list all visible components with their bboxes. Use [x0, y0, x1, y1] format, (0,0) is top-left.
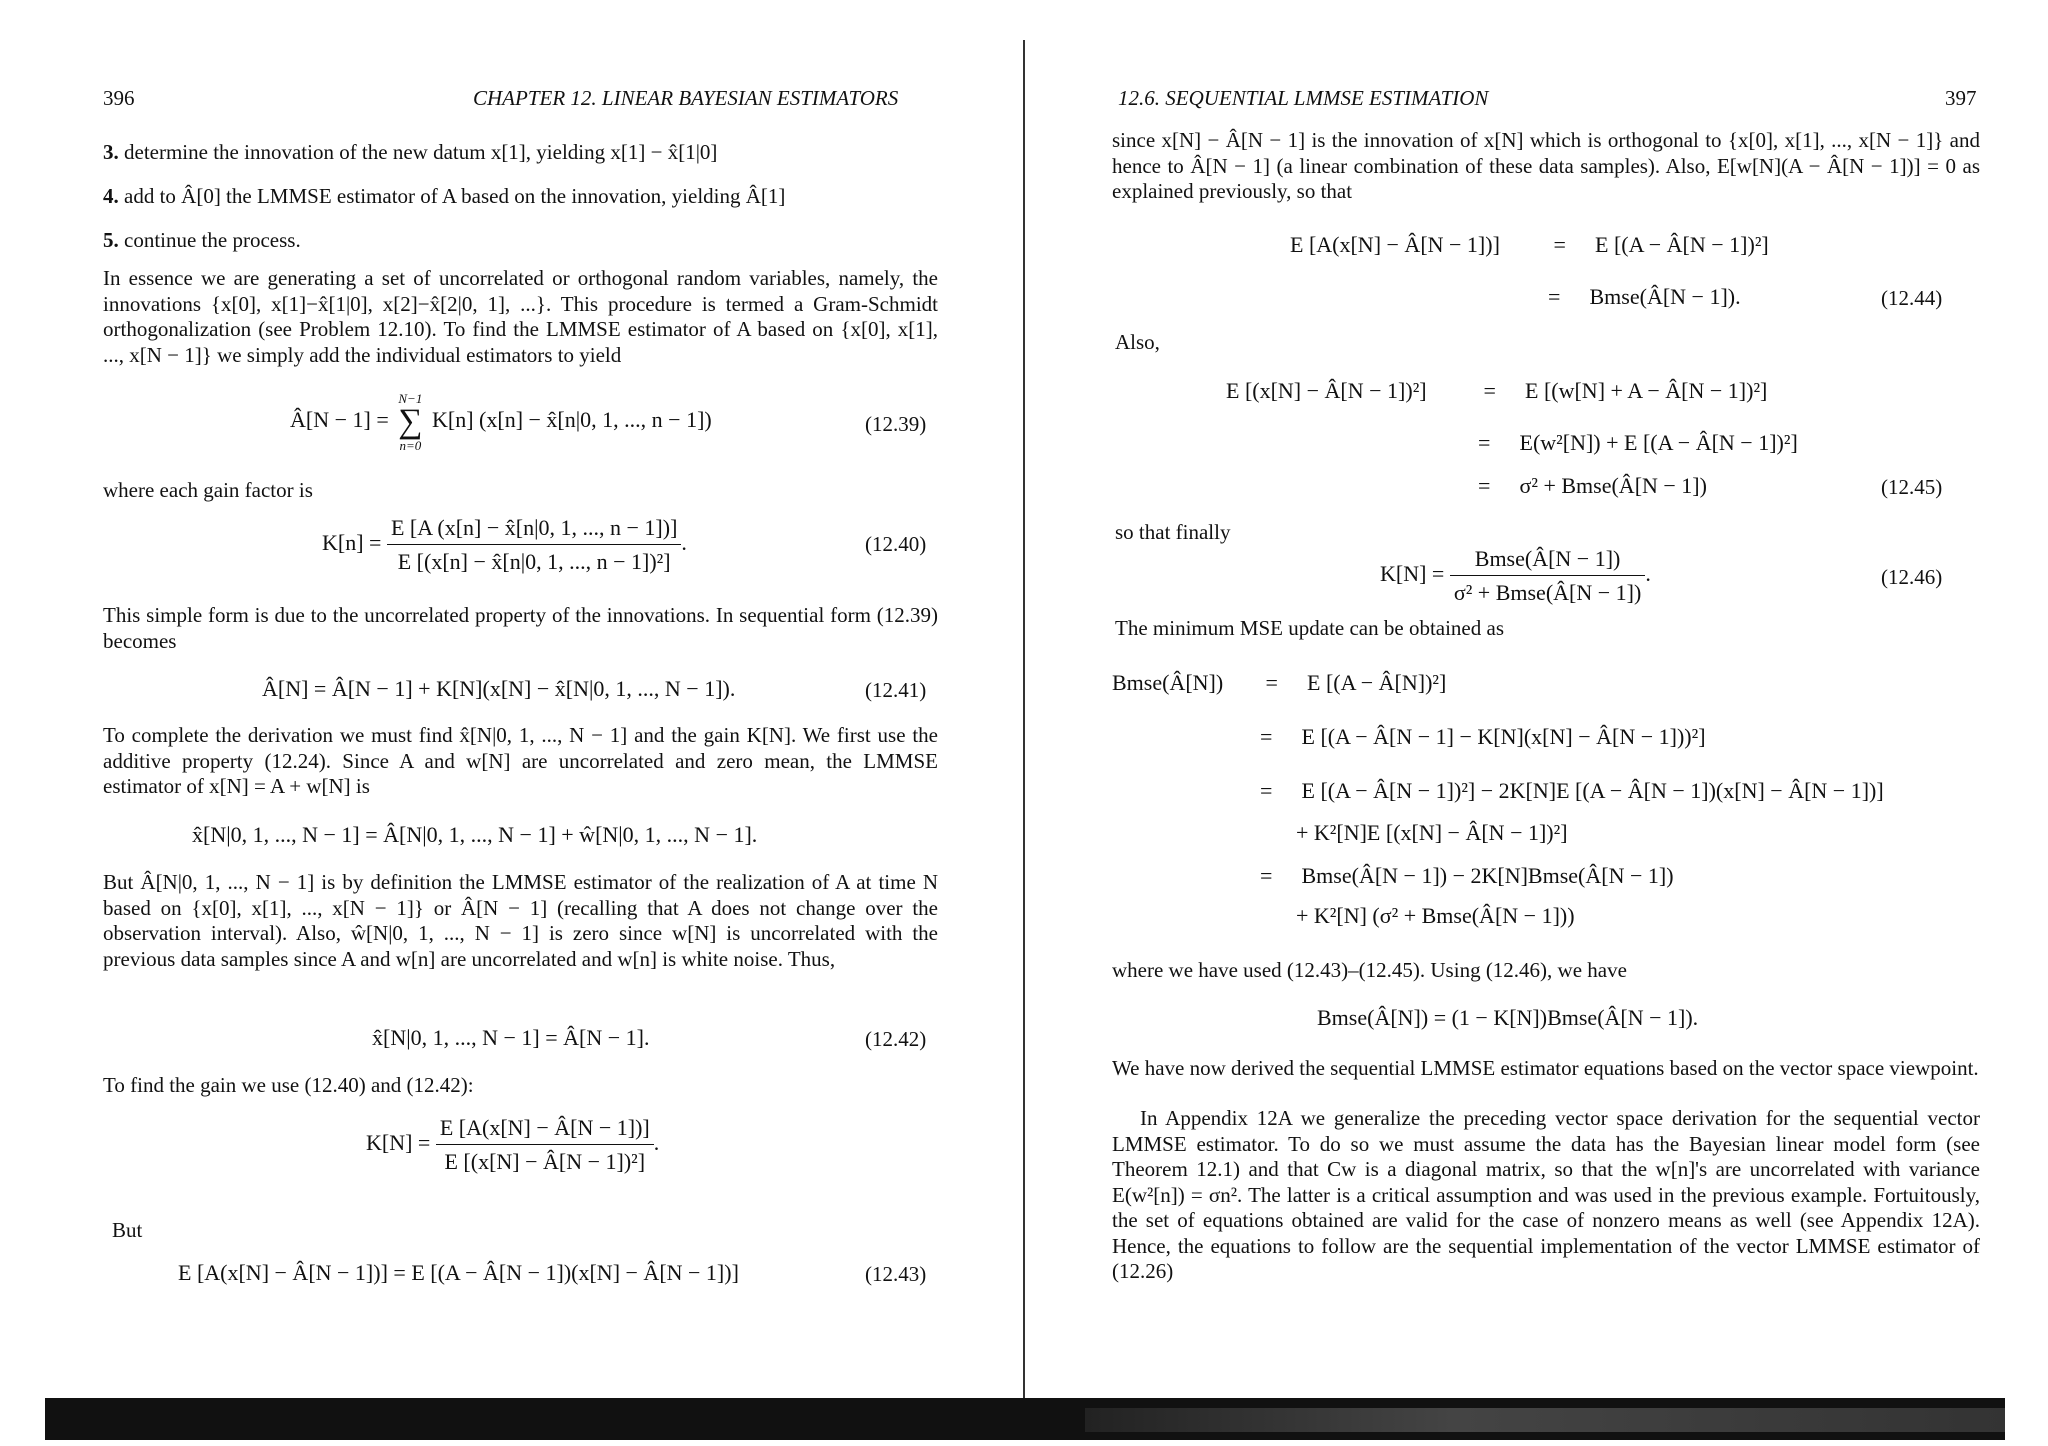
equation-12-45-line1: E [(x[N] − Â[N − 1])²] = E [(w[N] + A − Â[N − 1])²] [1226, 378, 1768, 403]
bmse-line1: Bmse(Â[N]) = E [(A − Â[N])²] [1112, 670, 1447, 695]
equation-number: (12.42) [865, 1027, 927, 1051]
equation-12-40: K[n] = $\frac{E [A (x[n] - x̂[n|0, 1, ..., n - 1])]}{\text{E [(x[n] − x̂[n|0, 1, ..., n − 1])²]}}$ . [322, 515, 687, 574]
bmse-line4: + K²[N]E [(x[N] − Â[N − 1])²] [1296, 820, 1568, 845]
list-item-4: 4. add to Â[0] the LMMSE estimator of A based on the innovation, yielding Â[1] [103, 184, 786, 208]
paragraph: since x[N] − Â[N − 1] is the innovation of x[N] which is orthogonal to {x[0], x[1], ..., x[N − 1]} and hence to Â[N − 1] (a linear combination of these data samples). Also, E[w[N](A − Â[N − 1])] = 0 as explained previously, so that [1112, 128, 1980, 203]
equation-number: (12.45) [1881, 475, 1943, 499]
paragraph: Also, [1115, 330, 1160, 354]
paragraph: so that finally [1115, 520, 1231, 544]
equation-number: (12.39) [865, 412, 927, 436]
equation-12-39: Â[N − 1] = N−1 ∑ n=0 K[n] (x[n] − x̂[n|0, 1, ..., n − 1]) [290, 391, 712, 453]
list-item-5: 5. continue the process. [103, 228, 301, 252]
right-page [1028, 0, 2048, 1446]
scan-edge-bar [45, 1398, 2005, 1440]
bmse-line3: = E [(A − Â[N − 1])²] − 2K[N]E [(A − Â[N − 1])(x[N] − Â[N − 1])] [1260, 778, 1884, 803]
equation-number: (12.46) [1881, 565, 1943, 589]
bmse-line5: = Bmse(Â[N − 1]) − 2K[N]Bmse(Â[N − 1]) [1260, 863, 1674, 888]
paragraph: where each gain factor is [103, 478, 313, 502]
summation: N−1 ∑ n=0 [398, 391, 423, 453]
left-page-number: 396 [103, 86, 135, 110]
paragraph: The minimum MSE update can be obtained as [1115, 616, 1504, 640]
equation-12-45-line2: = E(w²[N]) + E [(A − Â[N − 1])²] [1478, 430, 1798, 455]
equation-12-42: x̂[N|0, 1, ..., N − 1] = Â[N − 1]. [372, 1025, 650, 1050]
paragraph: But [112, 1218, 143, 1242]
equation-additive: x̂[N|0, 1, ..., N − 1] = Â[N|0, 1, ..., N − 1] + ŵ[N|0, 1, ..., N − 1]. [192, 822, 758, 847]
right-running-head: 12.6. SEQUENTIAL LMMSE ESTIMATION [1118, 86, 1489, 110]
equation-12-44-line1: E [A(x[N] − Â[N − 1])] = E [(A − Â[N − 1])²] [1290, 232, 1769, 257]
equation-bmse-update: Bmse(Â[N]) = (1 − K[N])Bmse(Â[N − 1]). [1317, 1005, 1699, 1030]
equation-number: (12.43) [865, 1262, 927, 1286]
equation-12-43: E [A(x[N] − Â[N − 1])] = E [(A − Â[N − 1])(x[N] − Â[N − 1])] [178, 1260, 739, 1285]
fraction: $\frac{\text{Bmse(Â[N − 1])}}{\text{σ² + Bmse(Â[N − 1])}}$ [1450, 546, 1645, 606]
paragraph: This simple form is due to the uncorrelated property of the innovations. In sequential form (12.39) becomes [103, 603, 938, 653]
equation-number: (12.40) [865, 532, 927, 556]
list-item-3: 3. determine the innovation of the new datum x[1], yielding x[1] − x̂[1|0] [103, 140, 718, 164]
paragraph: But Â[N|0, 1, ..., N − 1] is by definition the LMMSE estimator of the realization of A at time N based on {x[0], x[1], ..., x[N − 1]} or Â[N − 1] (recalling that A does not change over the observation interval). Also, ŵ[N|0, 1, ..., N − 1] is zero since w[N] is uncorrelated with the previous data samples since A and w[n] are uncorrelated and w[n] is white noise. Thus, [103, 870, 938, 971]
gutter-divider [1023, 40, 1025, 1420]
equation-gain: K[N] = $\frac{E [A(x[N] - Â[N - 1])]}{\text{E [(x[N] − Â[N − 1])²]}}$ . [366, 1115, 660, 1174]
bmse-line2: = E [(A − Â[N − 1] − K[N](x[N] − Â[N − 1]))²] [1260, 724, 1706, 749]
bmse-line6: + K²[N] (σ² + Bmse(Â[N − 1])) [1296, 903, 1575, 928]
equation-number: (12.41) [865, 678, 927, 702]
paragraph: In essence we are generating a set of uncorrelated or orthogonal random variables, namely, the innovations {x[0], x[1]−x̂[1|0], x[2]−x̂[2|0, 1], ...}. This procedure is termed a Gram-Schmidt orthogonalization (see Problem 12.10). To find the LMMSE estimator of A based on {x[0], x[1], ..., x[N − 1]} we simply add the individual estimators to yield [103, 266, 938, 367]
fraction: $\frac{E [A(x[N] - Â[N - 1])]}{\text{E [(x[N] − Â[N − 1])²]}}$ [436, 1115, 654, 1175]
paragraph: In Appendix 12A we generalize the preceding vector space derivation for the sequential vector LMMSE estimator. To do so we must assume the data has the Bayesian linear model form (see Theorem 12.1) and that Cw is a diagonal matrix, so that the w[n]'s are uncorrelated with variance E(w²[n]) = σn². The latter is a critical assumption and was used in the previous example. Fortuitously, the set of equations obtained are valid for the case of nonzero means as well (see Appendix 12A). Hence, the equations to follow are the sequential implementation of the vector LMMSE estimator of (12.26) [1112, 1106, 1980, 1283]
paragraph: where we have used (12.43)–(12.45). Using (12.46), we have [1112, 958, 1627, 982]
equation-12-46: K[N] = $\frac{\text{Bmse(Â[N − 1])}}{\text{σ² + Bmse(Â[N − 1])}}$ . [1380, 546, 1651, 605]
paragraph: To find the gain we use (12.40) and (12.42): [103, 1073, 474, 1097]
paragraph: We have now derived the sequential LMMSE estimator equations based on the vector space viewpoint. [1112, 1056, 1979, 1080]
equation-12-41: Â[N] = Â[N − 1] + K[N](x[N] − x̂[N|0, 1, ..., N − 1]). [262, 676, 736, 701]
left-page [0, 0, 1020, 1446]
left-running-head: CHAPTER 12. LINEAR BAYESIAN ESTIMATORS [473, 86, 899, 110]
equation-number: (12.44) [1881, 286, 1943, 310]
paragraph: To complete the derivation we must find x̂[N|0, 1, ..., N − 1] and the gain K[N]. We first use the additive property (12.24). Since A and w[N] are uncorrelated and zero mean, the LMMSE estimator of x[N] = A + w[N] is [103, 723, 938, 798]
equation-12-44-line2: = Bmse(Â[N − 1]). [1548, 284, 1741, 309]
fraction: $\frac{E [A (x[n] - x̂[n|0, 1, ..., n - 1])]}{\text{E [(x[n] − x̂[n|0, 1, ..., n − 1])²]}}$ [387, 515, 681, 575]
equation-12-45-line3: = σ² + Bmse(Â[N − 1]) [1478, 473, 1707, 498]
right-page-number: 397 [1945, 86, 1977, 110]
